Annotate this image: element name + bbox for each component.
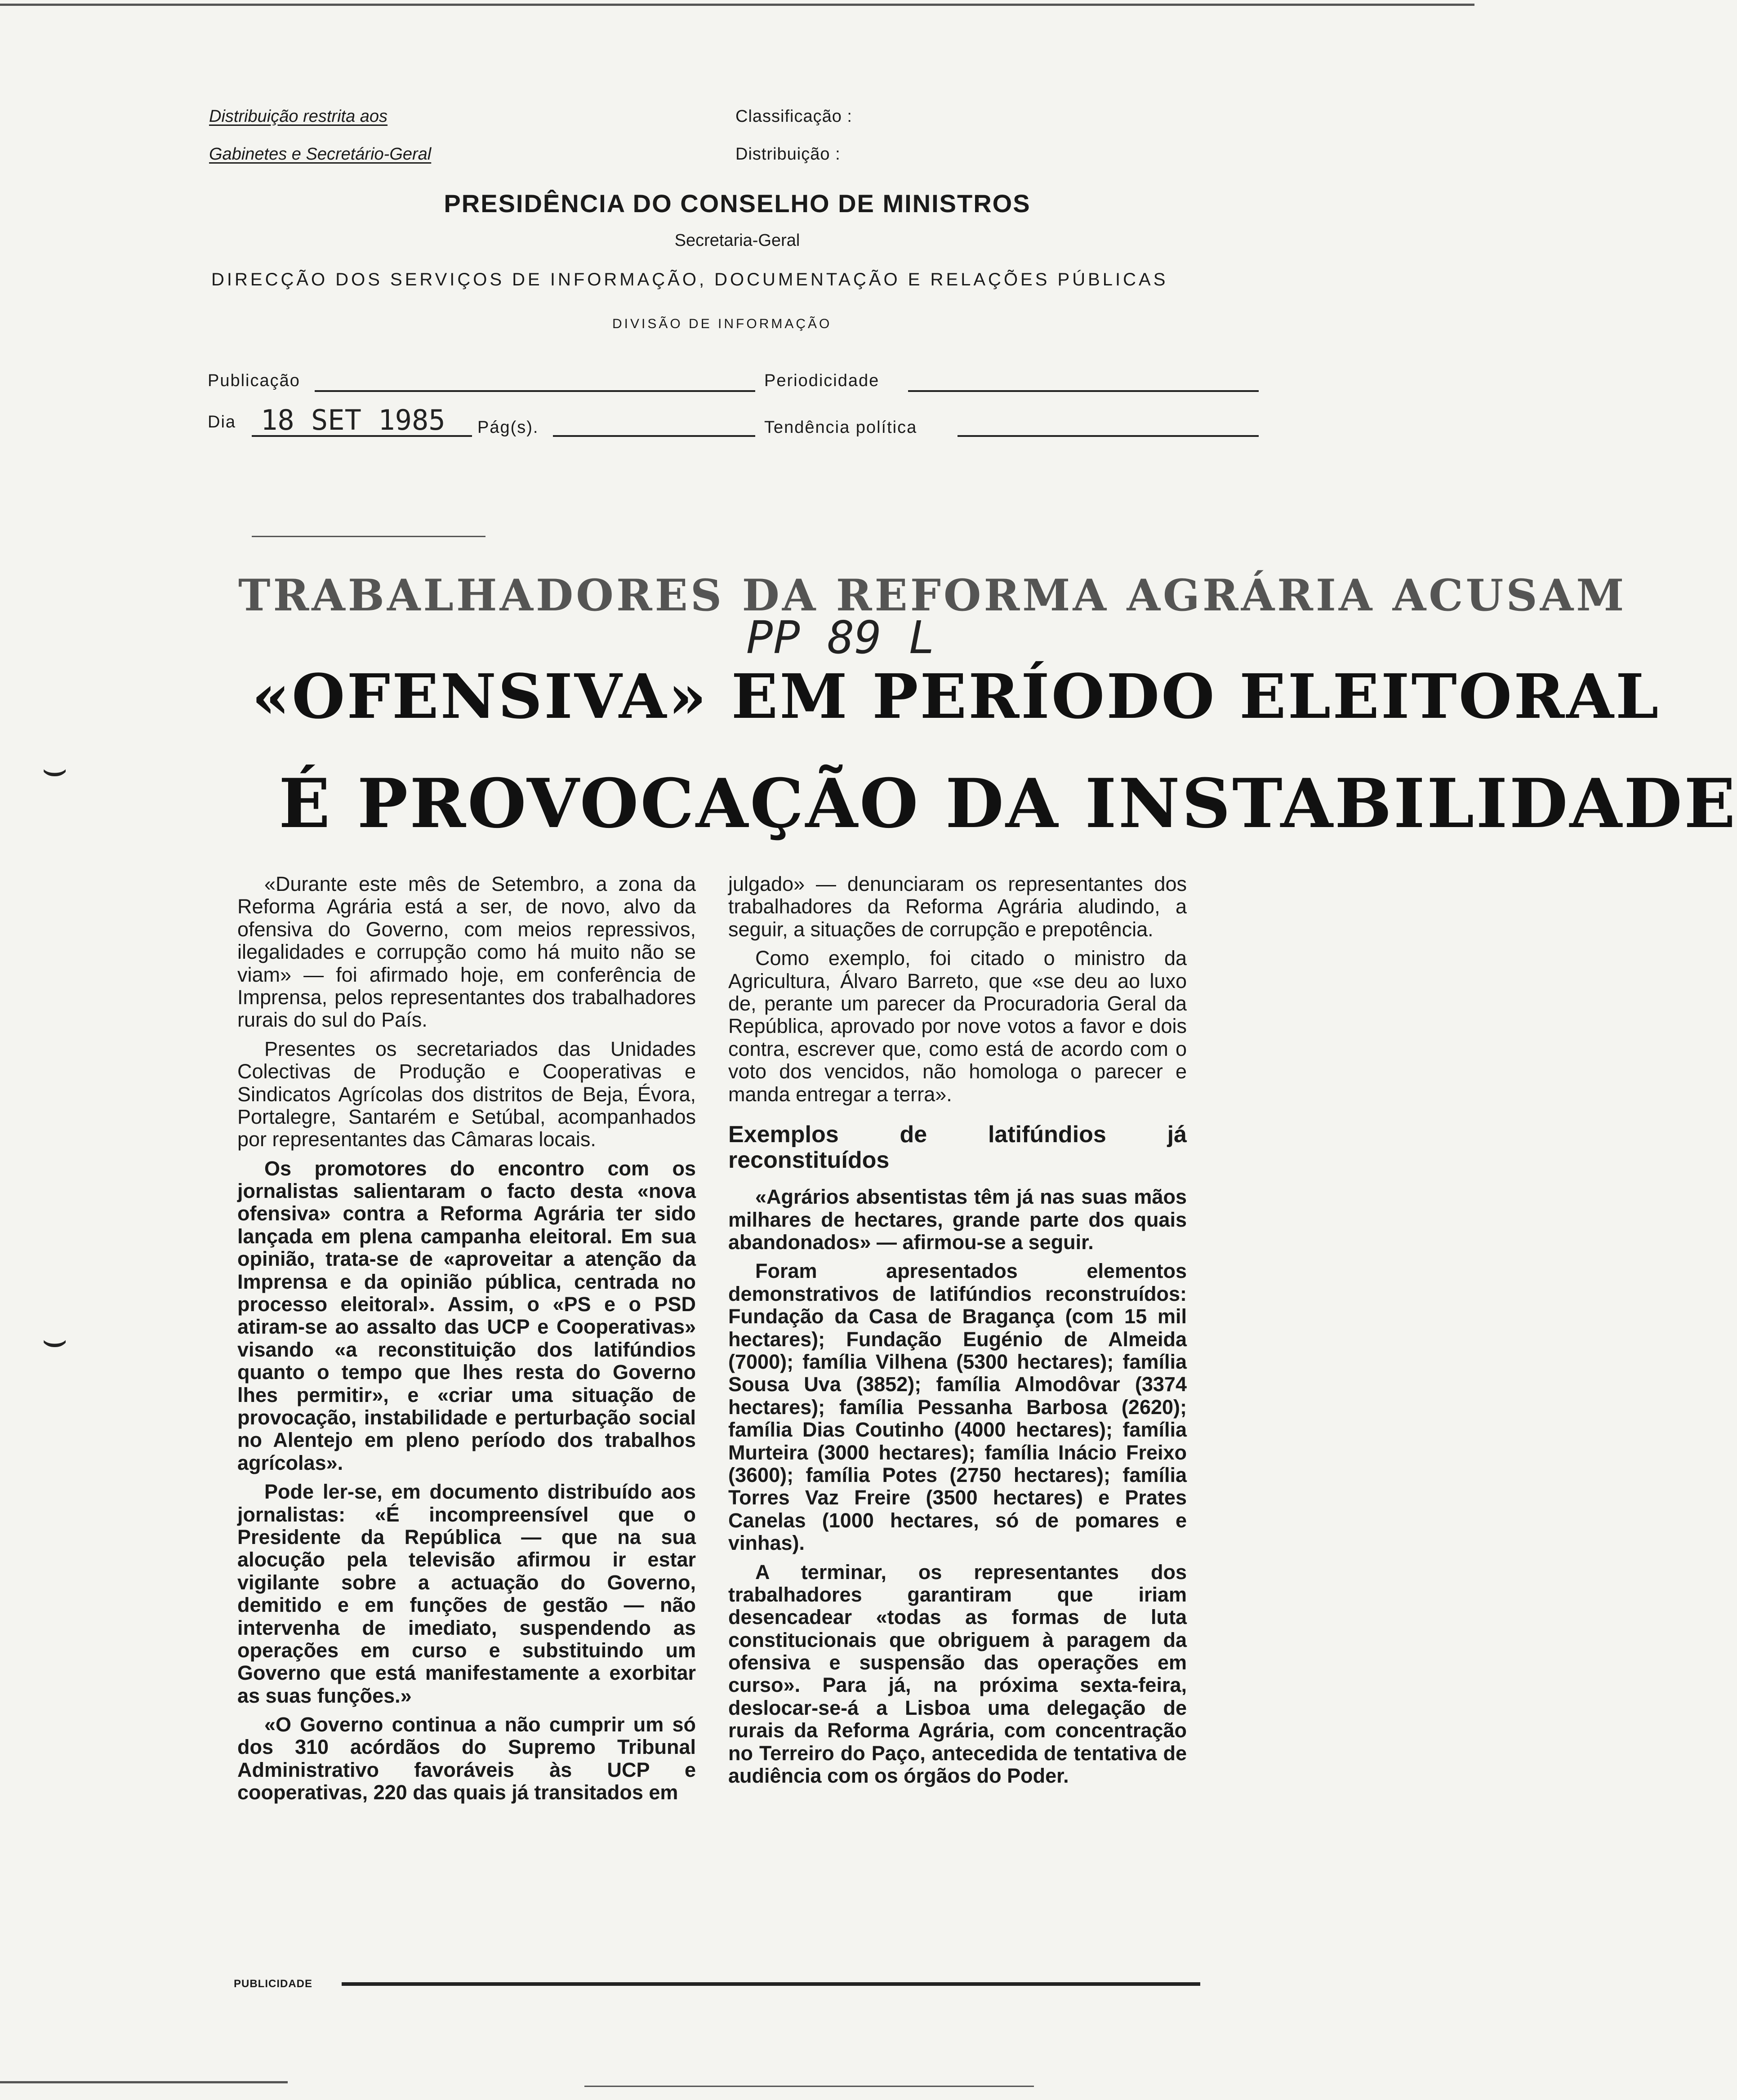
divisao-line: DIVISÃO DE INFORMAÇÃO — [612, 316, 832, 331]
article-kicker: TRABALHADORES DA REFORMA AGRÁRIA ACUSAM — [238, 570, 1627, 621]
paragraph: Presentes os secretariados das Unidades Colectivas de Produção e Cooperativas e Sindicatos Agrícolas dos distritos de Beja, Évora, Portalegre, Santarém e Setúbal, acompanhados por representantes das Câmaras locais. — [237, 1037, 696, 1151]
dia-value: 18 SET 1985 — [261, 404, 445, 436]
article-right-column — [728, 873, 1187, 1793]
scan-edge-line — [0, 2081, 288, 2083]
periodicidade-field — [908, 390, 1259, 392]
paragraph: julgado» — denunciaram os representantes dos trabalhadores da Reforma Agrária aludindo, a seguir, a situações de corrupção e prepotência. — [728, 872, 1187, 941]
distribution-line-2: Gabinetes e Secretário-Geral — [209, 145, 432, 164]
paragraph: Os promotores do encontro com os jornalistas salientaram o facto desta «nova ofensiva» contra a Reforma Agrária ter sido lançada em plena campanha eleitoral. Em sua opinião, trata-se de «aproveitar a atenção da Imprensa e da opinião pública, centrada no processo eleitoral». Assim, o «PS e o PSD atiram-se ao assalto das UCP e Cooperativas» visando «a reconstituição dos latifúndios quanto o tempo que lhes resta do Governo lhes permitir», e «criar uma situação de provocação, instabilidade e perturbação social no Alentejo em pleno período dos trabalhos agrícolas». — [237, 1157, 696, 1474]
dia-field — [252, 435, 472, 437]
classificacao-label: Classificação : — [735, 107, 852, 126]
article-subhead: Exemplos de latifúndios já reconstituídos — [728, 1121, 1187, 1174]
paragraph: «Durante este mês de Setembro, a zona da Reforma Agrária está a ser, de novo, alvo da ofensiva do Governo, com meios repressivos, ilegalidades e corrupção como há muito não se viam» — foi afirmado hoje, em conferência de Imprensa, pelos representantes dos trabalhadores rurais do sul do País. — [237, 872, 696, 1032]
page-subtitle: Secretaria-Geral — [674, 231, 800, 250]
pags-field — [553, 435, 755, 437]
paragraph: Foram apresentados elementos demonstrativos de latifúndios reconstruídos: Fundação da Casa de Bragança (com 15 mil hectares); Fundação Eugénio de Almeida (7000); família Vilhena (5300 hectares); família Sousa Uva (3852); família Almodôvar (3374 hectares); família Pessanha Barbosa (2620); família Dias Coutinho (4000 hectares); família Murteira (3000 hectares); família Inácio Freixo (3600); família Potes (2750 hectares); família Torres Vaz Freire (3500 hectares) e Prates Canelas (1000 hectares, só de pomares e vinhas). — [728, 1259, 1187, 1555]
publicidade-rule — [342, 1982, 1200, 1986]
headline-line-2: É PROVOCAÇÃO DA INSTABILIDADE — [279, 764, 1737, 843]
article-left-column — [237, 873, 696, 1811]
margin-mark: ⌣ — [41, 1317, 68, 1362]
tendencia-field — [958, 435, 1259, 437]
distribution-line-1: Distribuição restrita aos — [209, 107, 388, 126]
scan-edge-line — [0, 4, 1474, 6]
paragraph: «O Governo continua a não cumprir um só dos 310 acórdãos do Supremo Tribunal Administrativo favoráveis às UCP e cooperativas, 220 das quais já transitados em — [237, 1713, 696, 1804]
tendencia-label: Tendência política — [764, 418, 917, 437]
distribuicao-label: Distribuição : — [735, 145, 841, 164]
divider — [252, 536, 485, 537]
paragraph: Pode ler-se, em documento distribuído aos jornalistas: «É incompreensível que o Presidente da República — que na sua alocução pela televisão afirmou ir estar vigilante sobre a actuação do Governo, demitido e em funções de gestão — não intervenha de imediato, suspendendo as operações em curso e substituindo um Governo que está manifestamente a exorbitar as suas funções.» — [237, 1480, 696, 1707]
headline-line-1: «OFENSIVA» EM PERÍODO ELEITORAL — [252, 661, 1661, 733]
handwritten-reference: PP 89 L — [746, 611, 936, 664]
publicacao-field — [315, 390, 755, 392]
margin-mark: ⌣ — [41, 747, 68, 792]
publicacao-label: Publicação — [208, 371, 300, 390]
publicidade-label: PUBLICIDADE — [234, 1978, 313, 1990]
scan-edge-line — [584, 2086, 1034, 2087]
direccao-line: DIRECÇÃO DOS SERVIÇOS DE INFORMAÇÃO, DOCUMENTAÇÃO E RELAÇÕES PÚBLICAS — [211, 270, 1168, 289]
paragraph: A terminar, os representantes dos trabalhadores garantiram que iriam desencadear «todas as formas de luta constitucionais que obriguem à paragem da ofensiva e suspensão das operações em curso». Para já, na próxima sexta-feira, deslocar-se-á a Lisboa uma delegação de rurais da Reforma Agrária, com concentração no Terreiro do Paço, antecedida de tentativa de audiência com os órgãos do Poder. — [728, 1560, 1187, 1788]
page-title: PRESIDÊNCIA DO CONSELHO DE MINISTROS — [444, 189, 1031, 218]
periodicidade-label: Periodicidade — [764, 371, 880, 390]
paragraph: «Agrários absentistas têm já nas suas mãos milhares de hectares, grande parte dos quais abandonados» — afirmou-se a seguir. — [728, 1185, 1187, 1254]
paragraph: Como exemplo, foi citado o ministro da Agricultura, Álvaro Barreto, que «se deu ao luxo de, perante um parecer da Procuradoria Geral da República, aprovado por nove votos a favor e dois contra, escrever que, como está de acordo com o voto dos vencidos, não homologa o parecer e manda entregar a terra». — [728, 947, 1187, 1106]
pags-label: Pág(s). — [477, 418, 539, 437]
dia-label: Dia — [208, 413, 236, 432]
